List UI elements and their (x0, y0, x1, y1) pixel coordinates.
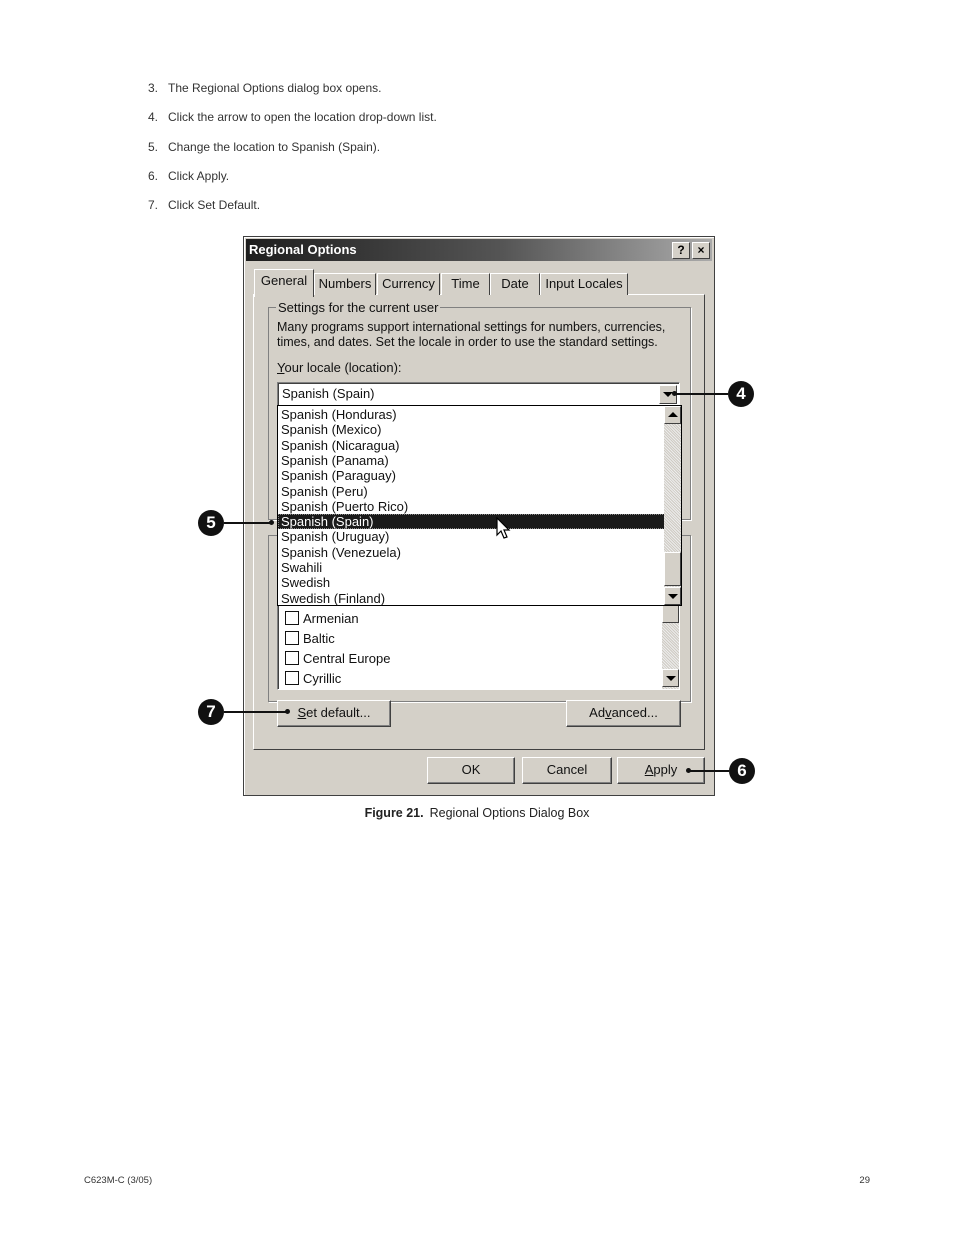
dropdown-item[interactable]: Swahili (281, 560, 323, 575)
step-number: 5. (148, 139, 159, 154)
tab-general[interactable]: General (254, 269, 314, 297)
tab-input-locales[interactable]: Input Locales (540, 273, 628, 295)
tab-time[interactable]: Time (441, 273, 490, 295)
language-checkbox-central-europe[interactable] (285, 649, 390, 667)
callout-7-pointer (285, 709, 290, 714)
dropdown-item[interactable]: Spanish (Honduras) (281, 407, 397, 422)
checkbox-label: Cyrillic (303, 670, 342, 686)
dropdown-item[interactable]: Spanish (Venezuela) (281, 544, 401, 560)
language-list-scrollbar[interactable] (662, 605, 679, 689)
scroll-thumb[interactable] (664, 552, 681, 586)
step-item (148, 139, 437, 168)
step-text: Click Apply. (168, 168, 230, 183)
callout-5-badge: 5 (198, 510, 224, 536)
callout-5-pointer (269, 520, 274, 525)
dropdown-scrollbar[interactable] (664, 406, 681, 605)
callout-4-leader (675, 393, 728, 395)
language-checkbox-armenian[interactable] (285, 609, 359, 627)
scroll-thumb[interactable] (662, 605, 679, 623)
checkbox[interactable] (285, 631, 299, 645)
dropdown-item[interactable]: Spanish (Paraguay) (281, 468, 396, 484)
ok-button[interactable]: OK (427, 757, 515, 784)
language-checkbox-baltic[interactable] (285, 629, 335, 647)
dialog-title: Regional Options (249, 242, 357, 257)
chevron-down-icon (668, 594, 678, 599)
tab-currency[interactable]: Currency (377, 273, 440, 295)
dropdown-item[interactable]: Spanish (Nicaragua) (281, 437, 400, 453)
scroll-down-button[interactable] (664, 587, 681, 605)
locale-label-text: our locale (location): (284, 360, 402, 375)
figure-caption (0, 806, 954, 820)
chevron-down-icon (666, 676, 676, 681)
locale-select-value: Spanish (Spain) (282, 386, 375, 401)
locale-label (277, 360, 402, 375)
language-settings-list (277, 604, 680, 690)
dropdown-item[interactable]: Spanish (Uruguay) (281, 529, 390, 545)
callout-6-badge: 6 (729, 758, 755, 784)
dropdown-item[interactable]: Spanish (Mexico) (281, 422, 382, 438)
step-text: Change the location to Spanish (Spain). (168, 139, 381, 154)
step-item (148, 80, 437, 109)
step-number: 3. (148, 81, 159, 95)
step-number: 7. (148, 198, 159, 213)
close-button[interactable]: × (692, 242, 710, 259)
help-button[interactable]: ? (672, 242, 690, 259)
group-legend: Settings for the current user (278, 300, 439, 315)
figure-title: Regional Options Dialog Box (429, 806, 590, 820)
step-number: 6. (148, 168, 159, 183)
step-number: 4. (148, 110, 159, 125)
instruction-steps (148, 80, 437, 226)
chevron-up-icon (668, 412, 678, 417)
checkbox[interactable] (285, 611, 299, 625)
step-text: Click Set Default. (168, 198, 261, 213)
settings-description: Many programs support international settings for numbers, currencies, times, and dates. Set the locale in order to use the standard settings. (277, 320, 666, 349)
callout-5-leader (224, 522, 272, 524)
callout-6-leader (689, 770, 729, 772)
checkbox[interactable] (285, 651, 299, 665)
callout-4-badge: 4 (728, 381, 754, 407)
locale-dropdown-list[interactable] (277, 405, 682, 606)
dropdown-item[interactable]: Spanish (Puerto Rico) (281, 498, 409, 514)
cancel-button[interactable]: Cancel (522, 757, 612, 784)
checkbox-label: Baltic (303, 630, 335, 646)
document-id: C623M-C (3/05) (84, 1175, 153, 1186)
scroll-up-button[interactable] (664, 406, 681, 424)
callout-7-badge: 7 (198, 699, 224, 725)
locale-label-accel: Y (277, 360, 285, 375)
set-default-button[interactable]: Set default... (277, 700, 391, 727)
page-number: 29 (859, 1175, 870, 1186)
dropdown-item[interactable]: Spanish (Peru) (281, 483, 368, 499)
dropdown-item-selected[interactable]: Spanish (Spain) (278, 514, 665, 529)
title-bar[interactable] (246, 239, 712, 261)
tab-numbers[interactable]: Numbers (314, 273, 376, 295)
figure-label: Figure 21. (364, 806, 424, 820)
advanced-button[interactable]: Advanced... (566, 700, 681, 727)
step-text: The Regional Options dialog box opens. (168, 81, 382, 95)
scroll-down-button[interactable] (662, 669, 679, 687)
callout-7-leader (224, 711, 288, 713)
checkbox-label: Armenian (303, 610, 359, 626)
language-checkbox-cyrillic[interactable] (285, 669, 341, 687)
step-text: Click the arrow to open the location drop-down list. (168, 110, 437, 125)
apply-button[interactable]: Apply (617, 757, 705, 784)
step-item (148, 109, 437, 138)
locale-select[interactable] (277, 382, 680, 406)
dropdown-item[interactable]: Spanish (Panama) (281, 452, 389, 468)
tab-date[interactable]: Date (490, 273, 540, 295)
regional-options-dialog (243, 236, 715, 796)
step-item (148, 197, 437, 226)
dropdown-item[interactable]: Swedish (Finland) (281, 590, 386, 606)
dropdown-item[interactable]: Swedish (281, 575, 331, 591)
step-item (148, 168, 437, 197)
checkbox[interactable] (285, 671, 299, 685)
mouse-pointer-icon (496, 517, 512, 541)
checkbox-label: Central Europe (303, 650, 391, 666)
